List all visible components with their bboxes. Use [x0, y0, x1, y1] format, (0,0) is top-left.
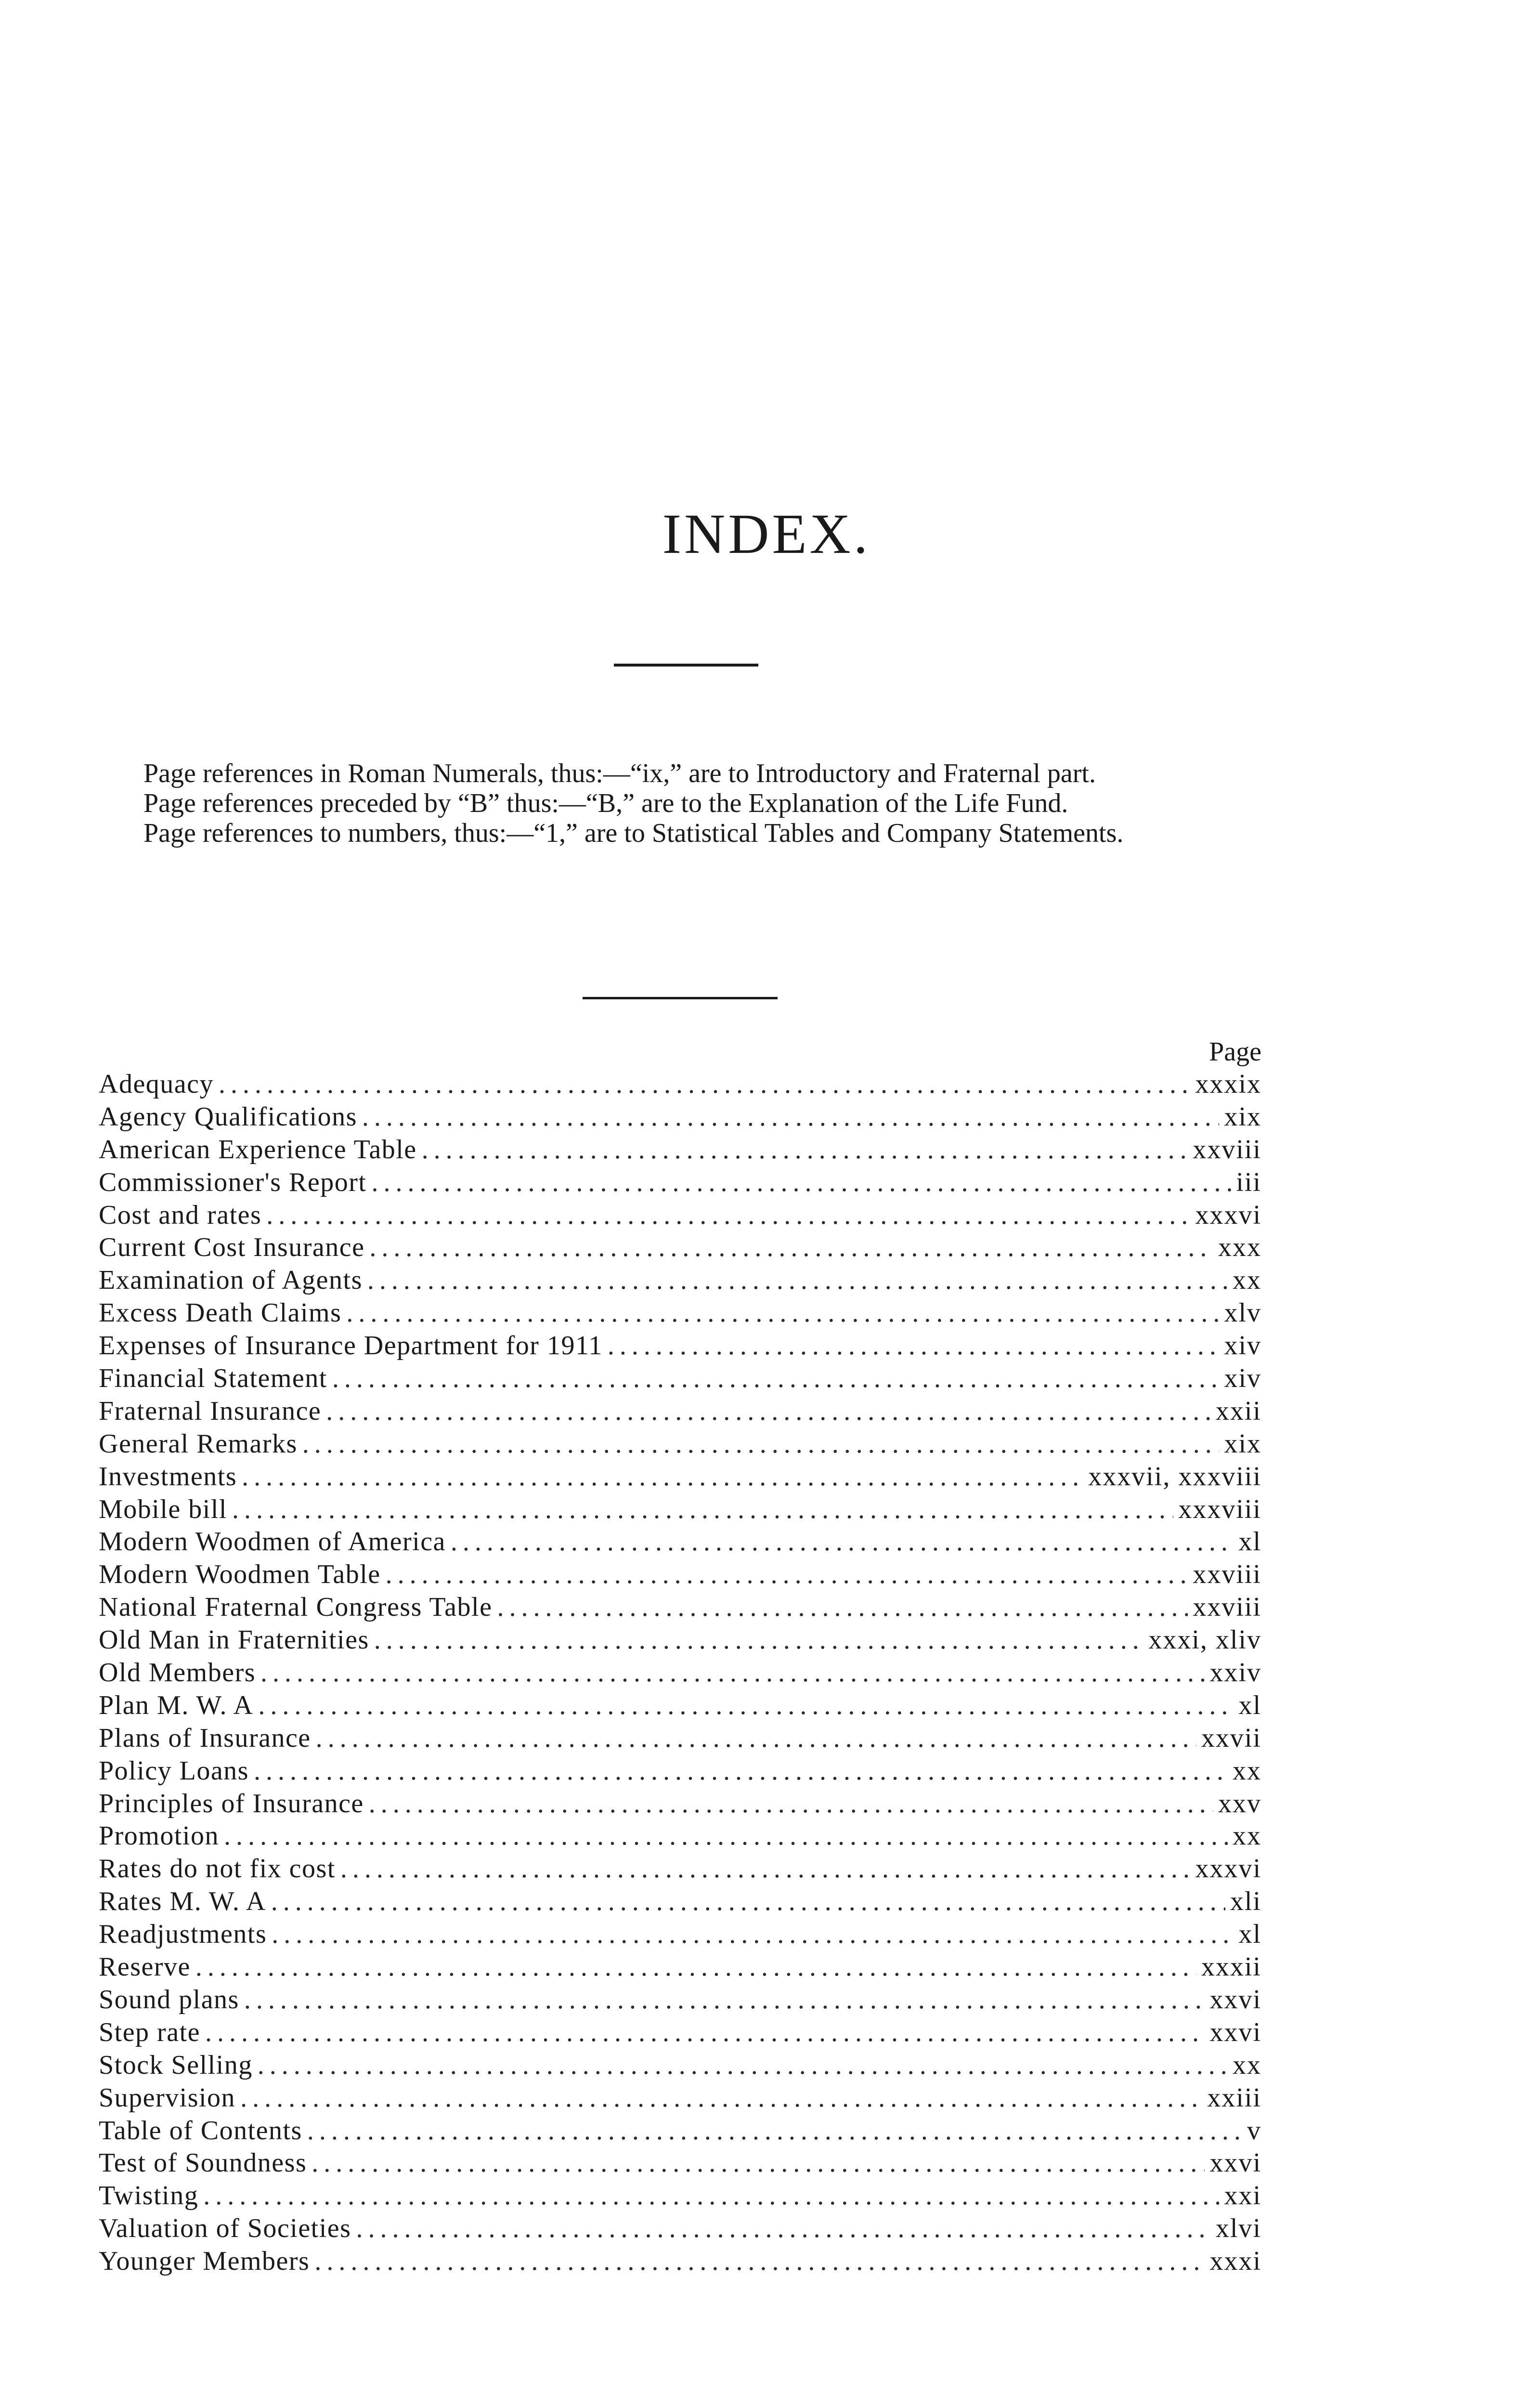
index-page-ref: xx: [1233, 2050, 1261, 2080]
index-term: Expenses of Insurance Department for 1911: [99, 1331, 603, 1361]
index-term: Fraternal Insurance: [99, 1396, 322, 1426]
index-entry: [99, 1134, 1261, 1166]
dot-leader: [271, 1885, 1225, 1918]
index-term: Current Cost Insurance: [99, 1232, 365, 1263]
page-column-header: Page: [1209, 1037, 1261, 1067]
index-term: Test of Soundness: [99, 2148, 307, 2178]
index-term: Table of Contents: [99, 2115, 302, 2146]
dot-leader: [497, 1591, 1188, 1624]
index-term: Plans of Insurance: [99, 1723, 311, 1753]
index-page-ref: xxi: [1224, 2181, 1261, 2211]
index-page-ref: v: [1247, 2115, 1261, 2146]
index-entry: [99, 1853, 1261, 1885]
index-page-ref: xx: [1233, 1821, 1261, 1851]
index-page-ref: xxii: [1215, 1396, 1261, 1426]
dot-leader: [224, 1820, 1228, 1853]
index-entry: [99, 2049, 1261, 2082]
index-page-ref: xx: [1233, 1265, 1261, 1296]
index-entry: [99, 1526, 1261, 1558]
index-term: Supervision: [99, 2082, 236, 2113]
index-term: Reserve: [99, 1952, 191, 1982]
index-entry: [99, 1689, 1261, 1722]
index-entry: [99, 2147, 1261, 2180]
dot-leader: [266, 1199, 1190, 1232]
index-page-ref: iii: [1236, 1167, 1261, 1197]
index-entry: [99, 2082, 1261, 2115]
index-page-ref: xxxii: [1201, 1952, 1261, 1982]
index-term: Examination of Agents: [99, 1265, 363, 1296]
dot-leader: [314, 2245, 1205, 2278]
index-page-ref: xxvii: [1201, 1723, 1261, 1753]
dot-leader: [205, 2016, 1205, 2049]
index-term: Twisting: [99, 2181, 199, 2211]
dot-leader: [258, 1689, 1234, 1722]
index-entry: [99, 1068, 1261, 1101]
index-entry: [99, 1493, 1261, 1526]
index-list: [99, 1035, 1261, 2278]
index-term: Investments: [99, 1461, 237, 1492]
index-page-ref: xxx: [1218, 1232, 1261, 1263]
index-entry: [99, 1591, 1261, 1624]
dot-leader: [367, 1264, 1228, 1297]
index-term: Financial Statement: [99, 1363, 327, 1394]
index-term: Plan M. W. A: [99, 1690, 254, 1720]
index-term: Agency Qualifications: [99, 1101, 357, 1132]
index-page-ref: xxxi: [1209, 2246, 1261, 2277]
index-page-ref: xxviii: [1193, 1592, 1261, 1623]
dot-leader: [371, 1166, 1231, 1199]
index-term: Step rate: [99, 2017, 200, 2047]
index-entry: [99, 1885, 1261, 1918]
page-title: INDEX.: [662, 502, 871, 565]
index-term: Mobile bill: [99, 1494, 227, 1524]
index-entry: [99, 1657, 1261, 1689]
index-page-ref: xxiii: [1207, 2082, 1261, 2113]
index-term: Cost and rates: [99, 1200, 262, 1230]
index-entries: [99, 1068, 1261, 2278]
dot-leader: [203, 2180, 1219, 2212]
dot-leader: [260, 1657, 1205, 1689]
index-page-ref: xl: [1238, 1919, 1261, 1950]
index-term: Valuation of Societies: [99, 2213, 351, 2244]
index-term: Rates M. W. A: [99, 1886, 266, 1917]
index-term: Rates do not fix cost: [99, 1854, 336, 1884]
index-term: American Experience Table: [99, 1134, 417, 1165]
index-term: Excess Death Claims: [99, 1298, 342, 1328]
index-entry: [99, 1297, 1261, 1330]
index-page-ref: xx: [1233, 1755, 1261, 1786]
index-page-ref: xxv: [1218, 1788, 1261, 1819]
index-entry: [99, 1166, 1261, 1199]
index-entry: [99, 1330, 1261, 1362]
dot-leader: [340, 1853, 1191, 1885]
index-entry: [99, 1395, 1261, 1428]
index-page-ref: xlv: [1224, 1298, 1261, 1328]
dot-leader: [369, 1788, 1213, 1820]
index-entry: [99, 1231, 1261, 1264]
index-term: Sound plans: [99, 1984, 239, 2015]
dot-leader: [242, 1461, 1083, 1493]
index-entry: [99, 1461, 1261, 1493]
index-entry: [99, 2115, 1261, 2147]
index-entry: [99, 2245, 1261, 2278]
index-term: Old Members: [99, 1658, 256, 1688]
dot-leader: [326, 1395, 1211, 1428]
index-entry: [99, 1755, 1261, 1788]
index-entry: [99, 1951, 1261, 1984]
index-entry: [99, 2016, 1261, 2049]
index-page-ref: xxxvi: [1195, 1854, 1261, 1884]
index-page-ref: xxviii: [1193, 1559, 1261, 1590]
dot-leader: [240, 2082, 1202, 2115]
intro-notes: [110, 759, 1265, 848]
index-page-ref: xix: [1224, 1428, 1261, 1459]
index-term: Policy Loans: [99, 1755, 249, 1786]
index-page-ref: xli: [1230, 1886, 1261, 1917]
dot-leader: [422, 1134, 1188, 1166]
index-page-ref: xiv: [1224, 1363, 1261, 1394]
index-page-ref: xix: [1224, 1101, 1261, 1132]
index-term: Stock Selling: [99, 2050, 253, 2080]
dot-leader: [386, 1558, 1188, 1591]
index-term: Promotion: [99, 1821, 219, 1851]
index-entry: [99, 1264, 1261, 1297]
index-entry: [99, 1722, 1261, 1755]
intro-note-numbers: Page references to numbers, thus:—“1,” are to Statistical Tables and Company Statements.: [143, 818, 1124, 848]
index-page-ref: xxxvii, xxxviii: [1088, 1461, 1261, 1492]
index-entry: [99, 1788, 1261, 1820]
dot-leader: [232, 1493, 1173, 1526]
index-page-ref: xiv: [1224, 1331, 1261, 1361]
index-term: Modern Woodmen Table: [99, 1559, 381, 1590]
index-page-ref: xxxvi: [1195, 1200, 1261, 1230]
dot-leader: [254, 1755, 1228, 1788]
index-entry: [99, 1984, 1261, 2016]
dot-leader: [608, 1330, 1220, 1362]
dot-leader: [356, 2212, 1210, 2245]
index-page-ref: xxxviii: [1178, 1494, 1261, 1524]
title-underline: [614, 664, 758, 667]
dot-leader: [369, 1231, 1213, 1264]
index-term: Modern Woodmen of America: [99, 1527, 446, 1557]
dot-leader: [316, 1722, 1196, 1755]
intro-note-b: Page references preceded by “B” thus:—“B,” are to the Explanation of the Life Fund.: [143, 788, 1068, 818]
index-page-ref: xlvi: [1215, 2213, 1261, 2244]
index-entry: [99, 1558, 1261, 1591]
index-entry: [99, 1820, 1261, 1853]
index-term: General Remarks: [99, 1428, 298, 1459]
index-entry: [99, 1362, 1261, 1395]
index-page-ref: xxvi: [1209, 2148, 1261, 2178]
index-page-ref: xxviii: [1193, 1134, 1261, 1165]
index-term: Principles of Insurance: [99, 1788, 364, 1819]
index-entry: [99, 1918, 1261, 1951]
index-term: Commissioner's Report: [99, 1167, 367, 1197]
index-term: Adequacy: [99, 1069, 214, 1099]
index-page-ref: xl: [1238, 1527, 1261, 1557]
dot-leader: [307, 2115, 1242, 2147]
dot-leader: [244, 1984, 1205, 2016]
index-entry: [99, 1199, 1261, 1232]
dot-leader: [362, 1101, 1220, 1134]
index-page-ref: xxvi: [1209, 1984, 1261, 2015]
section-divider: [583, 997, 778, 999]
dot-leader: [302, 1428, 1220, 1461]
dot-leader: [346, 1297, 1219, 1330]
dot-leader: [374, 1624, 1144, 1657]
index-page-ref: xl: [1238, 1690, 1261, 1720]
dot-leader: [272, 1918, 1234, 1951]
index-term: National Fraternal Congress Table: [99, 1592, 493, 1623]
index-term: Younger Members: [99, 2246, 310, 2277]
index-term: Readjustments: [99, 1919, 267, 1950]
index-entry: [99, 1101, 1261, 1134]
dot-leader: [219, 1068, 1190, 1101]
index-page-ref: xxvi: [1209, 2017, 1261, 2047]
index-entry: [99, 1428, 1261, 1461]
dot-leader: [332, 1362, 1220, 1395]
index-entry: [99, 1624, 1261, 1657]
dot-leader: [451, 1526, 1234, 1558]
intro-note-roman: Page references in Roman Numerals, thus:—“ix,” are to Introductory and Fraternal part.: [143, 759, 1096, 788]
index-term: Old Man in Fraternities: [99, 1625, 369, 1655]
index-page-ref: xxiv: [1209, 1658, 1261, 1688]
index-entry: [99, 2180, 1261, 2212]
dot-leader: [195, 1951, 1196, 1984]
index-page-ref: xxxi, xliv: [1148, 1625, 1261, 1655]
index-page-ref: xxxix: [1195, 1069, 1261, 1099]
dot-leader: [258, 2049, 1228, 2082]
dot-leader: [312, 2147, 1205, 2180]
index-entry: [99, 2212, 1261, 2245]
